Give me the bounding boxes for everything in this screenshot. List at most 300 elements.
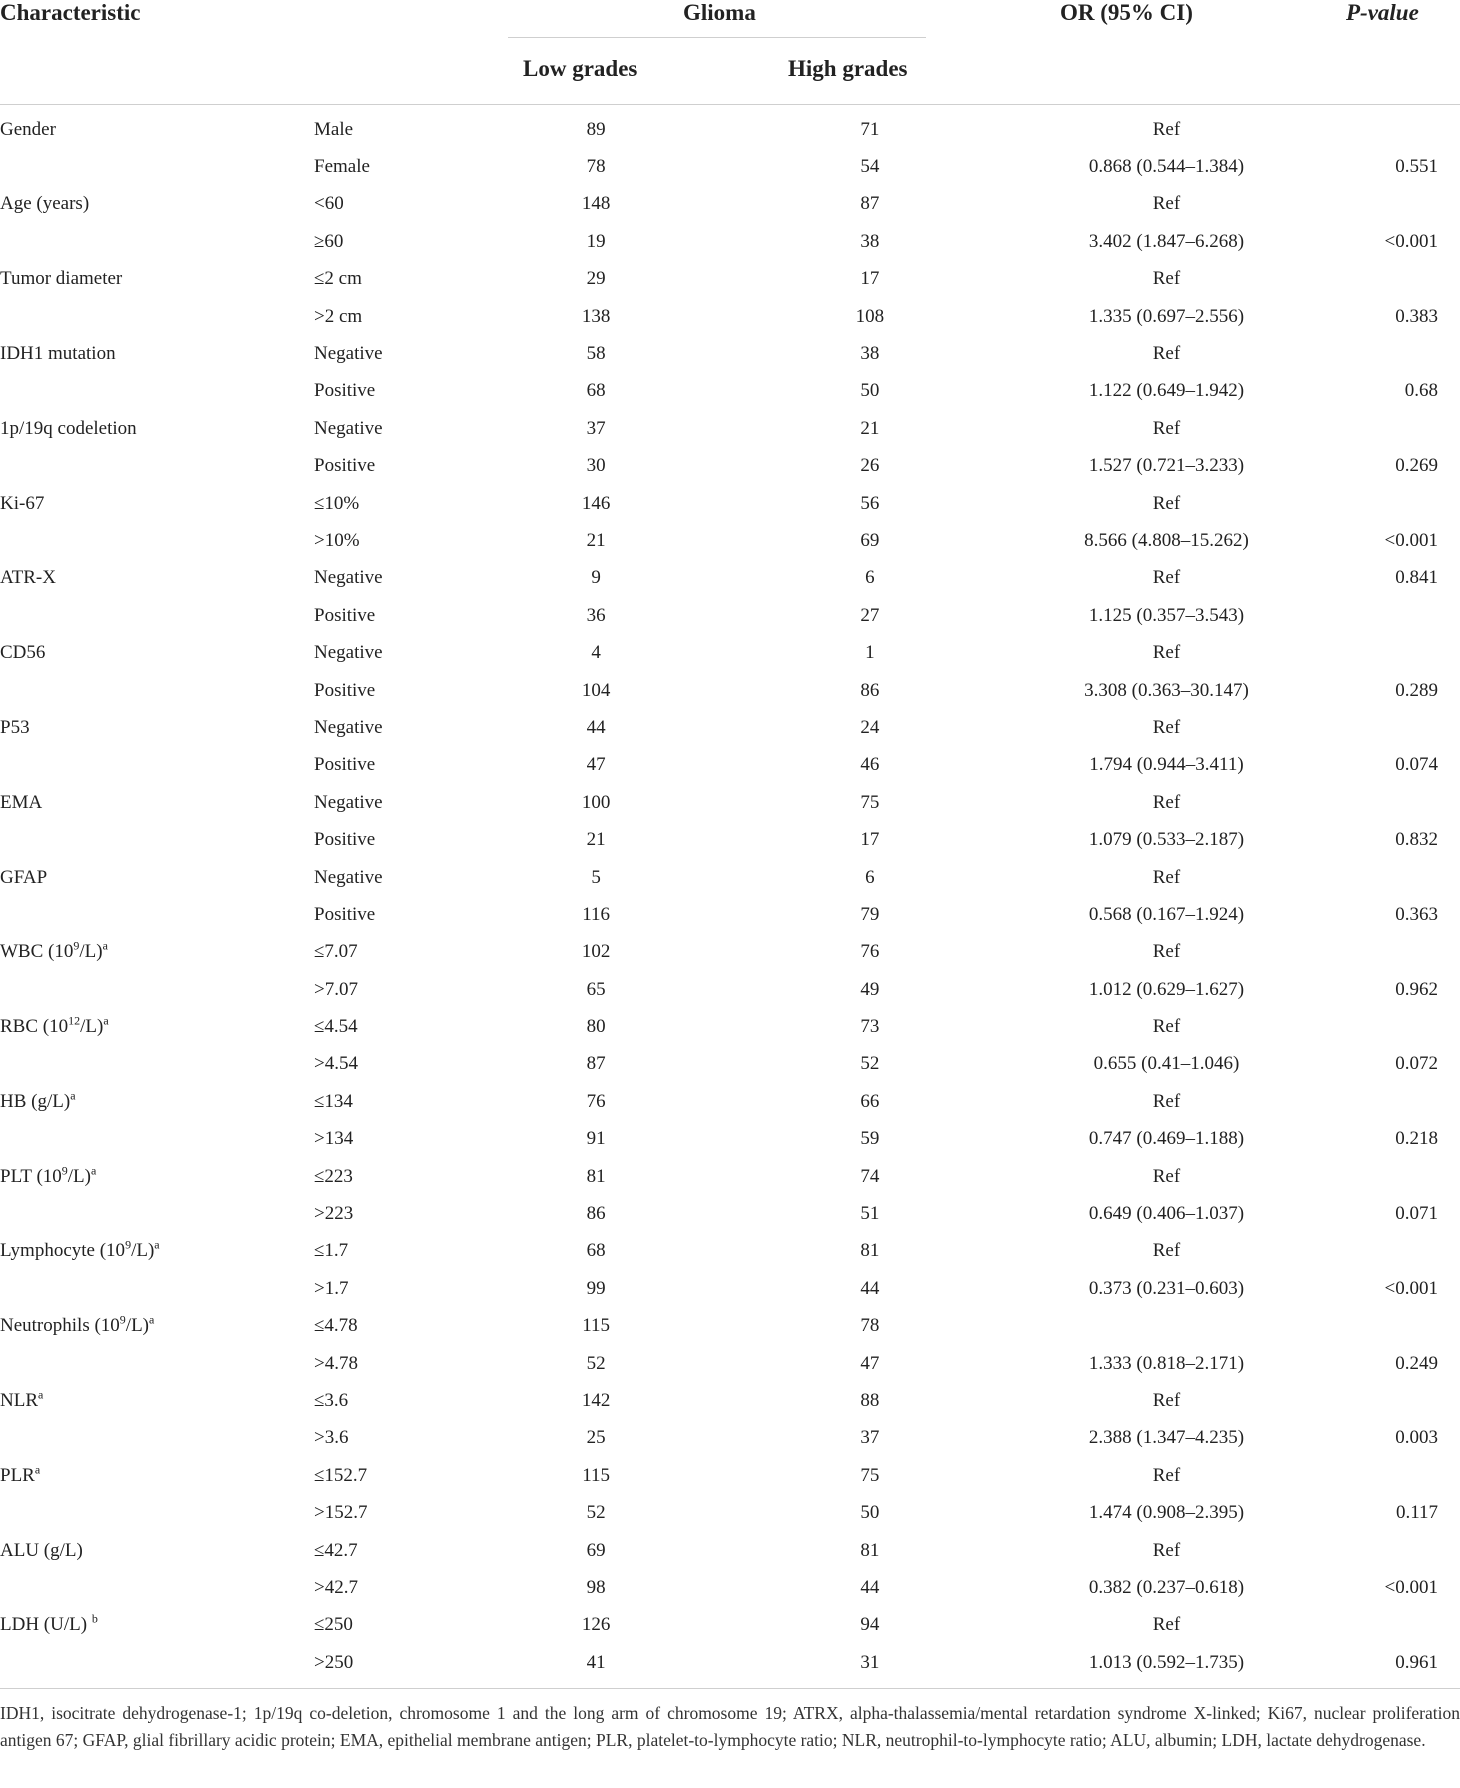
category-label: Positive <box>314 754 376 776</box>
cell-high-grades: 38 <box>860 343 880 365</box>
category-label: Negative <box>314 417 383 439</box>
cell-or-ci: Ref <box>1152 941 1181 963</box>
category-label: >3.6 <box>314 1427 349 1449</box>
cell-high-grades: 73 <box>860 1016 880 1038</box>
cell-p-value: <0.001 <box>1384 529 1438 551</box>
cell-low-grades: 65 <box>586 978 606 1000</box>
table-row <box>0 148 1460 185</box>
cell-or-ci: 0.868 (0.544–1.384) <box>1088 156 1245 178</box>
header-characteristic: Characteristic <box>0 0 141 25</box>
table-row <box>0 1158 1460 1195</box>
cell-characteristic <box>0 560 444 597</box>
cell-low-grades: 58 <box>586 343 606 365</box>
category-label: Positive <box>314 604 376 626</box>
cell-low-grades: 104 <box>581 679 611 701</box>
cell-p-value: 0.961 <box>1395 1651 1438 1673</box>
cell-low-grades: 21 <box>586 529 606 551</box>
cell-high-grades: 51 <box>860 1203 880 1225</box>
cell-high-grades: 47 <box>860 1352 880 1374</box>
data-table <box>0 111 1460 1681</box>
cell-characteristic <box>0 223 444 260</box>
cell-high-grades: 76 <box>860 941 880 963</box>
cell-p-value <box>1341 410 1460 447</box>
cell-p-value: 0.551 <box>1395 156 1438 178</box>
table-row <box>0 410 1460 447</box>
cell-low-grades: 36 <box>586 604 606 626</box>
cell-high-grades: 44 <box>860 1576 880 1598</box>
cell-characteristic <box>0 373 444 410</box>
table-row <box>0 1195 1460 1232</box>
characteristic-label: HB $(g/L)^a$ <box>0 1088 76 1112</box>
category-label: Negative <box>314 866 383 888</box>
cell-p-value <box>1341 1607 1460 1644</box>
cell-characteristic <box>0 1532 444 1569</box>
cell-or-ci: 1.474 (0.908–2.395) <box>1088 1502 1245 1524</box>
cell-low-grades: 126 <box>581 1614 611 1636</box>
cell-p-value: <0.001 <box>1384 230 1438 252</box>
cell-or-ci: Ref <box>1152 1539 1181 1561</box>
cell-or-ci: Ref <box>1152 268 1181 290</box>
table-row <box>0 1382 1460 1419</box>
cell-low-grades: 80 <box>586 1016 606 1038</box>
characteristic-label: Tumor diameter <box>0 268 123 290</box>
table-row <box>0 859 1460 896</box>
cell-or-ci: Ref <box>1152 866 1181 888</box>
category-label: >134 <box>314 1128 354 1150</box>
cell-p-value <box>1341 111 1460 148</box>
cell-or-ci: 1.013 (0.592–1.735) <box>1088 1651 1245 1673</box>
cell-low-grades: 138 <box>581 305 611 327</box>
cell-high-grades: 75 <box>860 1464 880 1486</box>
cell-high-grades: 17 <box>860 268 880 290</box>
table-body <box>0 111 1460 1681</box>
cell-or-ci: Ref <box>1152 1016 1181 1038</box>
cell-p-value <box>1341 1382 1460 1419</box>
cell-characteristic <box>0 634 444 671</box>
cell-low-grades: 9 <box>591 567 601 589</box>
cell-characteristic <box>0 1345 444 1382</box>
table-row <box>0 1083 1460 1120</box>
table-row <box>0 1569 1460 1606</box>
characteristic-label: NLR$^a$ <box>0 1387 44 1411</box>
cell-or-ci: 1.333 (0.818–2.171) <box>1088 1352 1245 1374</box>
cell-or-ci: 1.079 (0.533–2.187) <box>1088 829 1245 851</box>
category-label: Female <box>314 156 370 178</box>
cell-or-ci: Ref <box>1152 343 1181 365</box>
cell-high-grades: 52 <box>860 1053 880 1075</box>
characteristic-label: ATR-X <box>0 567 56 589</box>
cell-characteristic <box>0 1270 444 1307</box>
characteristic-label: Lymphocyte $(10^9/L)^a$ <box>0 1238 160 1262</box>
table-row <box>0 186 1460 223</box>
category-label: >42.7 <box>314 1576 358 1598</box>
characteristic-label: Gender <box>0 118 56 140</box>
cell-characteristic <box>0 186 444 223</box>
cell-low-grades: 115 <box>582 1464 611 1486</box>
cell-or-ci: Ref <box>1152 118 1181 140</box>
category-label: ≤10% <box>314 492 360 514</box>
cell-characteristic <box>0 148 444 185</box>
cell-high-grades: 27 <box>860 604 880 626</box>
cell-high-grades: 59 <box>860 1128 880 1150</box>
cell-or-ci: 1.527 (0.721–3.233) <box>1088 455 1245 477</box>
cell-high-grades: 50 <box>860 380 880 402</box>
characteristic-label: 1p/19q codeletion <box>0 417 137 439</box>
cell-characteristic <box>0 111 444 148</box>
cell-characteristic <box>0 934 444 971</box>
cell-p-value: 0.841 <box>1395 567 1438 589</box>
table-row <box>0 298 1460 335</box>
cell-low-grades: 100 <box>581 791 611 813</box>
cell-low-grades: 29 <box>586 268 606 290</box>
characteristic-label: IDH1 mutation <box>0 343 116 365</box>
characteristic-label: GFAP <box>0 866 48 888</box>
category-label: Positive <box>314 903 376 925</box>
cell-characteristic <box>0 1644 444 1681</box>
cell-p-value <box>1341 261 1460 298</box>
cell-characteristic <box>0 1046 444 1083</box>
cell-p-value: 0.269 <box>1395 455 1438 477</box>
category-label: <60 <box>314 193 344 215</box>
header-high-grades: High grades <box>788 56 908 81</box>
cell-high-grades: 44 <box>860 1277 880 1299</box>
cell-low-grades: 47 <box>586 754 606 776</box>
table-row <box>0 1233 1460 1270</box>
table-row <box>0 1270 1460 1307</box>
cell-low-grades: 41 <box>586 1651 606 1673</box>
cell-low-grades: 21 <box>586 829 606 851</box>
cell-low-grades: 148 <box>581 193 611 215</box>
category-label: Positive <box>314 380 376 402</box>
category-label: Negative <box>314 791 383 813</box>
cell-characteristic <box>0 821 444 858</box>
cell-low-grades: 115 <box>582 1315 611 1337</box>
category-label: >7.07 <box>314 978 358 1000</box>
cell-low-grades: 68 <box>586 380 606 402</box>
table-row <box>0 1420 1460 1457</box>
cell-characteristic <box>0 672 444 709</box>
cell-or-ci: 1.794 (0.944–3.411) <box>1089 754 1244 776</box>
cell-high-grades: 37 <box>860 1427 880 1449</box>
cell-high-grades: 81 <box>860 1240 880 1262</box>
cell-or-ci: Ref <box>1152 791 1181 813</box>
category-label: Negative <box>314 642 383 664</box>
category-label: Negative <box>314 567 383 589</box>
cell-high-grades: 108 <box>855 305 885 327</box>
cell-p-value: 0.218 <box>1395 1128 1438 1150</box>
cell-characteristic <box>0 1569 444 1606</box>
cell-characteristic <box>0 261 444 298</box>
table-row <box>0 1121 1460 1158</box>
cell-high-grades: 69 <box>860 529 880 551</box>
cell-low-grades: 76 <box>586 1090 606 1112</box>
category-label: ≤7.07 <box>314 941 358 963</box>
cell-or-ci <box>992 1308 1342 1345</box>
cell-low-grades: 87 <box>586 1053 606 1075</box>
category-label: Negative <box>314 343 383 365</box>
category-label: ≤152.7 <box>314 1464 368 1486</box>
cell-or-ci: 0.649 (0.406–1.037) <box>1088 1203 1245 1225</box>
cell-p-value <box>1341 186 1460 223</box>
cell-low-grades: 25 <box>586 1427 606 1449</box>
cell-high-grades: 75 <box>860 791 880 813</box>
cell-high-grades: 6 <box>865 866 875 888</box>
table-row <box>0 261 1460 298</box>
table-row <box>0 709 1460 746</box>
table-row <box>0 1644 1460 1681</box>
cell-low-grades: 19 <box>586 230 606 252</box>
cell-characteristic <box>0 1121 444 1158</box>
category-label: ≤1.7 <box>314 1240 349 1262</box>
table-bottom-rule <box>0 1688 1460 1689</box>
cell-low-grades: 86 <box>586 1203 606 1225</box>
category-label: ≤3.6 <box>314 1389 349 1411</box>
cell-low-grades: 52 <box>586 1502 606 1524</box>
cell-p-value <box>1341 1457 1460 1494</box>
category-label: >152.7 <box>314 1502 368 1524</box>
table-row <box>0 934 1460 971</box>
cell-low-grades: 52 <box>586 1352 606 1374</box>
cell-low-grades: 44 <box>586 716 606 738</box>
cell-or-ci: Ref <box>1152 1389 1181 1411</box>
cell-or-ci: 1.012 (0.629–1.627) <box>1088 978 1245 1000</box>
cell-high-grades: 88 <box>860 1389 880 1411</box>
cell-high-grades: 87 <box>860 193 880 215</box>
category-label: Male <box>314 118 354 140</box>
cell-characteristic <box>0 410 444 447</box>
cell-characteristic <box>0 1382 444 1419</box>
cell-low-grades: 37 <box>586 417 606 439</box>
table-row <box>0 522 1460 559</box>
cell-p-value <box>1341 934 1460 971</box>
cell-or-ci: Ref <box>1152 642 1181 664</box>
header-low-grades: Low grades <box>523 56 638 81</box>
cell-characteristic <box>0 971 444 1008</box>
cell-high-grades: 50 <box>860 1502 880 1524</box>
category-label: ≥60 <box>314 230 344 252</box>
cell-or-ci: 0.655 (0.41–1.046) <box>1093 1053 1240 1075</box>
category-label: >2 cm <box>314 305 363 327</box>
table-row <box>0 1345 1460 1382</box>
cell-low-grades: 146 <box>581 492 611 514</box>
cell-p-value <box>1341 1308 1460 1345</box>
table-row <box>0 896 1460 933</box>
header-glioma: Glioma <box>683 0 756 25</box>
cell-or-ci: Ref <box>1152 716 1181 738</box>
cell-high-grades: 38 <box>860 230 880 252</box>
table-row <box>0 1008 1460 1045</box>
cell-or-ci: 3.308 (0.363–30.147) <box>1084 679 1249 701</box>
category-label: ≤4.78 <box>314 1315 358 1337</box>
category-label: ≤134 <box>314 1090 353 1112</box>
cell-high-grades: 21 <box>860 417 880 439</box>
category-label: >250 <box>314 1651 354 1673</box>
cell-or-ci: Ref <box>1152 567 1181 589</box>
cell-p-value: 0.962 <box>1395 978 1438 1000</box>
cell-low-grades: 5 <box>591 866 601 888</box>
cell-low-grades: 98 <box>586 1576 606 1598</box>
cell-p-value <box>1341 1532 1460 1569</box>
table-row <box>0 747 1460 784</box>
cell-characteristic <box>0 896 444 933</box>
cell-p-value: 0.074 <box>1395 754 1438 776</box>
characteristic-label: EMA <box>0 791 43 813</box>
cell-p-value: <0.001 <box>1384 1277 1438 1299</box>
cell-or-ci: 1.125 (0.357–3.543) <box>1088 604 1245 626</box>
cell-or-ci: 1.335 (0.697–2.556) <box>1088 305 1245 327</box>
cell-p-value: 0.003 <box>1395 1427 1438 1449</box>
header-bottom-rule <box>0 104 1460 105</box>
category-label: Positive <box>314 679 376 701</box>
cell-high-grades: 31 <box>860 1651 880 1673</box>
cell-low-grades: 102 <box>581 941 611 963</box>
cell-high-grades: 66 <box>860 1090 880 1112</box>
table-row <box>0 634 1460 671</box>
cell-characteristic <box>0 784 444 821</box>
table-row <box>0 223 1460 260</box>
cell-p-value: 0.383 <box>1395 305 1438 327</box>
cell-high-grades: 46 <box>860 754 880 776</box>
cell-characteristic <box>0 1008 444 1045</box>
cell-p-value <box>1341 859 1460 896</box>
characteristic-label: RBC $(10^{12}/L)^a$ <box>0 1013 109 1038</box>
cell-high-grades: 26 <box>860 455 880 477</box>
cell-characteristic <box>0 1083 444 1120</box>
cell-characteristic <box>0 485 444 522</box>
table-row <box>0 821 1460 858</box>
cell-characteristic <box>0 747 444 784</box>
cell-characteristic <box>0 859 444 896</box>
cell-p-value: 0.363 <box>1395 903 1438 925</box>
cell-or-ci: 0.373 (0.231–0.603) <box>1088 1277 1245 1299</box>
table-row <box>0 111 1460 148</box>
cell-characteristic <box>0 1494 444 1531</box>
cell-characteristic <box>0 1195 444 1232</box>
category-label: ≤223 <box>314 1165 353 1187</box>
cell-characteristic <box>0 1420 444 1457</box>
table-row <box>0 1457 1460 1494</box>
cell-p-value <box>1341 335 1460 372</box>
header-p-value: P-value <box>1346 0 1419 25</box>
cell-high-grades: 6 <box>865 567 875 589</box>
cell-low-grades: 4 <box>591 642 601 664</box>
cell-p-value <box>1341 634 1460 671</box>
cell-low-grades: 89 <box>586 118 606 140</box>
category-label: Positive <box>314 829 376 851</box>
cell-p-value <box>1341 485 1460 522</box>
cell-or-ci: 0.382 (0.237–0.618) <box>1088 1576 1245 1598</box>
cell-low-grades: 69 <box>586 1539 606 1561</box>
cell-characteristic <box>0 298 444 335</box>
cell-or-ci: 0.747 (0.469–1.188) <box>1088 1128 1245 1150</box>
characteristic-label: Ki-67 <box>0 492 45 514</box>
cell-low-grades: 116 <box>582 903 611 925</box>
cell-high-grades: 79 <box>860 903 880 925</box>
cell-p-value: 0.832 <box>1395 829 1438 851</box>
cell-characteristic <box>0 1457 444 1494</box>
category-label: Negative <box>314 716 383 738</box>
category-label: >4.78 <box>314 1352 358 1374</box>
characteristic-label: Neutrophils $(10^9/L)^a$ <box>0 1312 155 1337</box>
cell-or-ci: Ref <box>1152 1614 1181 1636</box>
cell-or-ci: Ref <box>1152 1240 1181 1262</box>
characteristic-label: CD56 <box>0 642 46 664</box>
cell-p-value: 0.68 <box>1404 380 1438 402</box>
cell-or-ci: Ref <box>1152 492 1181 514</box>
cell-p-value: <0.001 <box>1384 1576 1438 1598</box>
cell-characteristic <box>0 1607 444 1644</box>
table-row <box>0 1046 1460 1083</box>
cell-high-grades: 86 <box>860 679 880 701</box>
cell-low-grades: 78 <box>586 156 606 178</box>
cell-p-value: 0.117 <box>1395 1502 1438 1524</box>
cell-or-ci: 3.402 (1.847–6.268) <box>1088 230 1245 252</box>
category-label: >223 <box>314 1203 354 1225</box>
cell-characteristic <box>0 597 444 634</box>
characteristic-label: PLT $(10^9/L)^a$ <box>0 1163 97 1187</box>
cell-characteristic <box>0 335 444 372</box>
cell-high-grades: 81 <box>860 1539 880 1561</box>
cell-high-grades: 54 <box>860 156 880 178</box>
cell-high-grades: 56 <box>860 492 880 514</box>
category-label: Positive <box>314 455 376 477</box>
category-label: >1.7 <box>314 1277 349 1299</box>
cell-p-value: 0.071 <box>1395 1203 1438 1225</box>
cell-or-ci: 2.388 (1.347–4.235) <box>1088 1427 1245 1449</box>
cell-high-grades: 71 <box>860 118 880 140</box>
cell-or-ci: Ref <box>1152 193 1181 215</box>
cell-low-grades: 99 <box>586 1277 606 1299</box>
cell-high-grades: 94 <box>860 1614 880 1636</box>
cell-p-value <box>1341 784 1460 821</box>
cell-characteristic <box>0 1308 444 1345</box>
cell-low-grades: 68 <box>586 1240 606 1262</box>
cell-or-ci: Ref <box>1152 1165 1181 1187</box>
table-row <box>0 597 1460 634</box>
table-row <box>0 373 1460 410</box>
cell-characteristic <box>0 1158 444 1195</box>
glioma-underline <box>508 37 926 38</box>
cell-high-grades: 1 <box>865 642 875 664</box>
cell-high-grades: 17 <box>860 829 880 851</box>
characteristic-label: ALU (g/L) <box>0 1539 83 1561</box>
cell-characteristic <box>0 522 444 559</box>
characteristic-label: P53 <box>0 716 30 738</box>
table-row <box>0 335 1460 372</box>
cell-low-grades: 142 <box>581 1389 611 1411</box>
table-row <box>0 1532 1460 1569</box>
category-label: ≤42.7 <box>314 1539 358 1561</box>
cell-or-ci: Ref <box>1152 1090 1181 1112</box>
cell-or-ci: Ref <box>1152 1464 1181 1486</box>
table-row <box>0 1494 1460 1531</box>
cell-low-grades: 81 <box>586 1165 606 1187</box>
cell-high-grades: 78 <box>860 1315 880 1337</box>
characteristic-label: LDH (U/L) $^b$ <box>0 1611 98 1636</box>
category-label: >10% <box>314 529 360 551</box>
table-row <box>0 448 1460 485</box>
cell-low-grades: 30 <box>586 455 606 477</box>
cell-p-value: 0.072 <box>1395 1053 1438 1075</box>
cell-characteristic <box>0 448 444 485</box>
table-row <box>0 971 1460 1008</box>
cell-p-value: 0.249 <box>1395 1352 1438 1374</box>
cell-or-ci: 8.566 (4.808–15.262) <box>1084 529 1249 551</box>
cell-p-value <box>1341 1158 1460 1195</box>
characteristic-label: PLR$^a$ <box>0 1462 41 1486</box>
footnote: IDH1, isocitrate dehydrogenase-1; 1p/19q co-deletion, chromosome 1 and the long arm of chromosome 19; ATRX, alpha-thalassemia/mental retardation syndrome X-linked; Ki67, nuclear proliferation antigen 67; GFAP, glial fibrillary acidic protein; EMA, epithelial membrane antigen; PLR, platelet-to-lymphocyte ratio; NLR, neutrophil-to-lymphocyte ratio; ALU, albumin; LDH, lactate dehydrogenase. <box>0 1703 1460 1750</box>
cell-high-grades: 74 <box>860 1165 880 1187</box>
